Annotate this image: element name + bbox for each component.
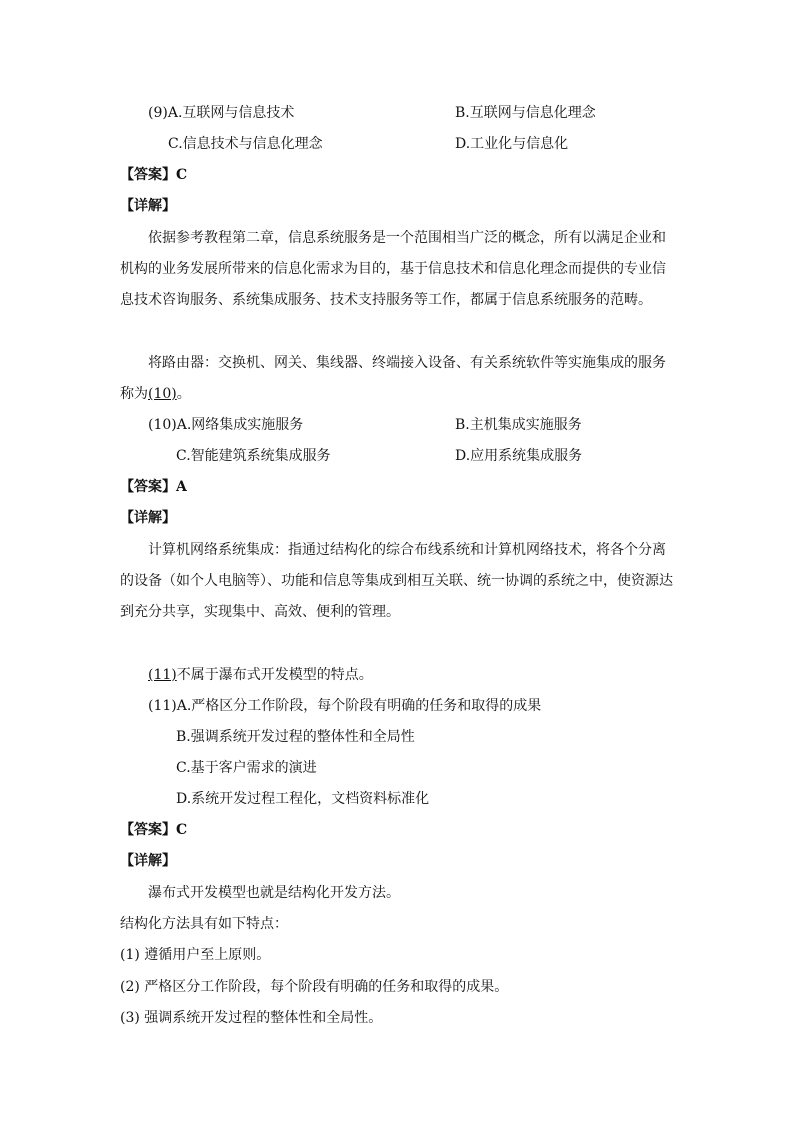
q11-option-b: B.强调系统开发过程的整体性和全局性 <box>176 729 415 745</box>
q10-option-b: B.主机集成实施服务 <box>455 417 582 433</box>
q11-features-intro: 结构化方法具有如下特点： <box>120 916 288 932</box>
q10-option-d: D.应用系统集成服务 <box>455 448 583 464</box>
answer-label: 【答案】 <box>120 167 176 183</box>
q11-feature-1: (1) 遵循用户至上原则。 <box>120 947 271 963</box>
q11-explanation: 瀑布式开发模型也就是结构化开发方法。 <box>148 885 400 901</box>
q10-stem-line-1: 将路由器：交换机、网关、集线器、终端接入设备、有关系统软件等实施集成的服务 <box>148 355 666 371</box>
q11-stem <box>148 665 373 685</box>
answer-value: C <box>176 822 188 838</box>
q9-explanation-line-3: 息技术咨询服务、系统集成服务、技术支持服务等工作，都属于信息系统服务的范畴。 <box>120 292 652 308</box>
q11-answer <box>120 820 187 840</box>
q9-explanation-line-2: 机构的业务发展所带来的信息化需求为目的，基于信息技术和信息化理念而提供的专业信 <box>120 261 666 277</box>
q10-stem-pre: 称为 <box>120 386 148 402</box>
answer-label: 【答案】 <box>120 479 176 495</box>
q10-option-c: C.智能建筑系统集成服务 <box>176 448 331 464</box>
q11-feature-2: (2) 严格区分工作阶段，每个阶段有明确的任务和取得的成果。 <box>120 979 509 995</box>
q11-option-d: D.系统开发过程工程化，文档资料标准化 <box>176 791 430 807</box>
q9-option-b: B.互联网与信息化理念 <box>455 105 596 121</box>
q9-option-a: (9)A.互联网与信息技术 <box>148 105 295 121</box>
answer-value: C <box>176 167 188 183</box>
q10-blank: (10) <box>148 386 177 402</box>
q9-answer <box>120 165 187 185</box>
q9-detail-label: 【详解】 <box>120 198 176 214</box>
q10-option-a: (10)A.网络集成实施服务 <box>148 417 304 433</box>
q11-option-c: C.基于客户需求的演进 <box>176 760 317 776</box>
q11-option-a: (11)A.严格区分工作阶段，每个阶段有明确的任务和取得的成果 <box>148 698 542 714</box>
q10-explanation-line-1: 计算机网络系统集成：指通过结构化的综合布线系统和计算机网络技术，将各个分离 <box>148 542 666 558</box>
q11-detail-label: 【详解】 <box>120 853 176 869</box>
q10-stem-post: 。 <box>176 386 191 402</box>
q10-answer <box>120 477 187 497</box>
q9-option-d: D.工业化与信息化 <box>455 136 569 152</box>
q9-explanation-line-1: 依据参考教程第二章，信息系统服务是一个范围相当广泛的概念，所有以满足企业和 <box>148 230 666 246</box>
q10-explanation-line-2: 的设备（如个人电脑等）、功能和信息等集成到相互关联、统一协调的系统之中，使资源达 <box>120 573 673 589</box>
answer-label: 【答案】 <box>120 822 176 838</box>
q11-blank: (11) <box>148 667 177 683</box>
answer-value: A <box>176 479 187 495</box>
q9-option-c: C.信息技术与信息化理念 <box>168 136 323 152</box>
q10-detail-label: 【详解】 <box>120 510 176 526</box>
q10-explanation-line-3: 到充分共享，实现集中、高效、便利的管理。 <box>120 604 400 620</box>
q11-feature-3: (3) 强调系统开发过程的整体性和全局性。 <box>120 1010 383 1026</box>
q10-stem-line-2 <box>120 384 191 404</box>
q11-stem-text: 不属于瀑布式开发模型的特点。 <box>176 667 373 683</box>
